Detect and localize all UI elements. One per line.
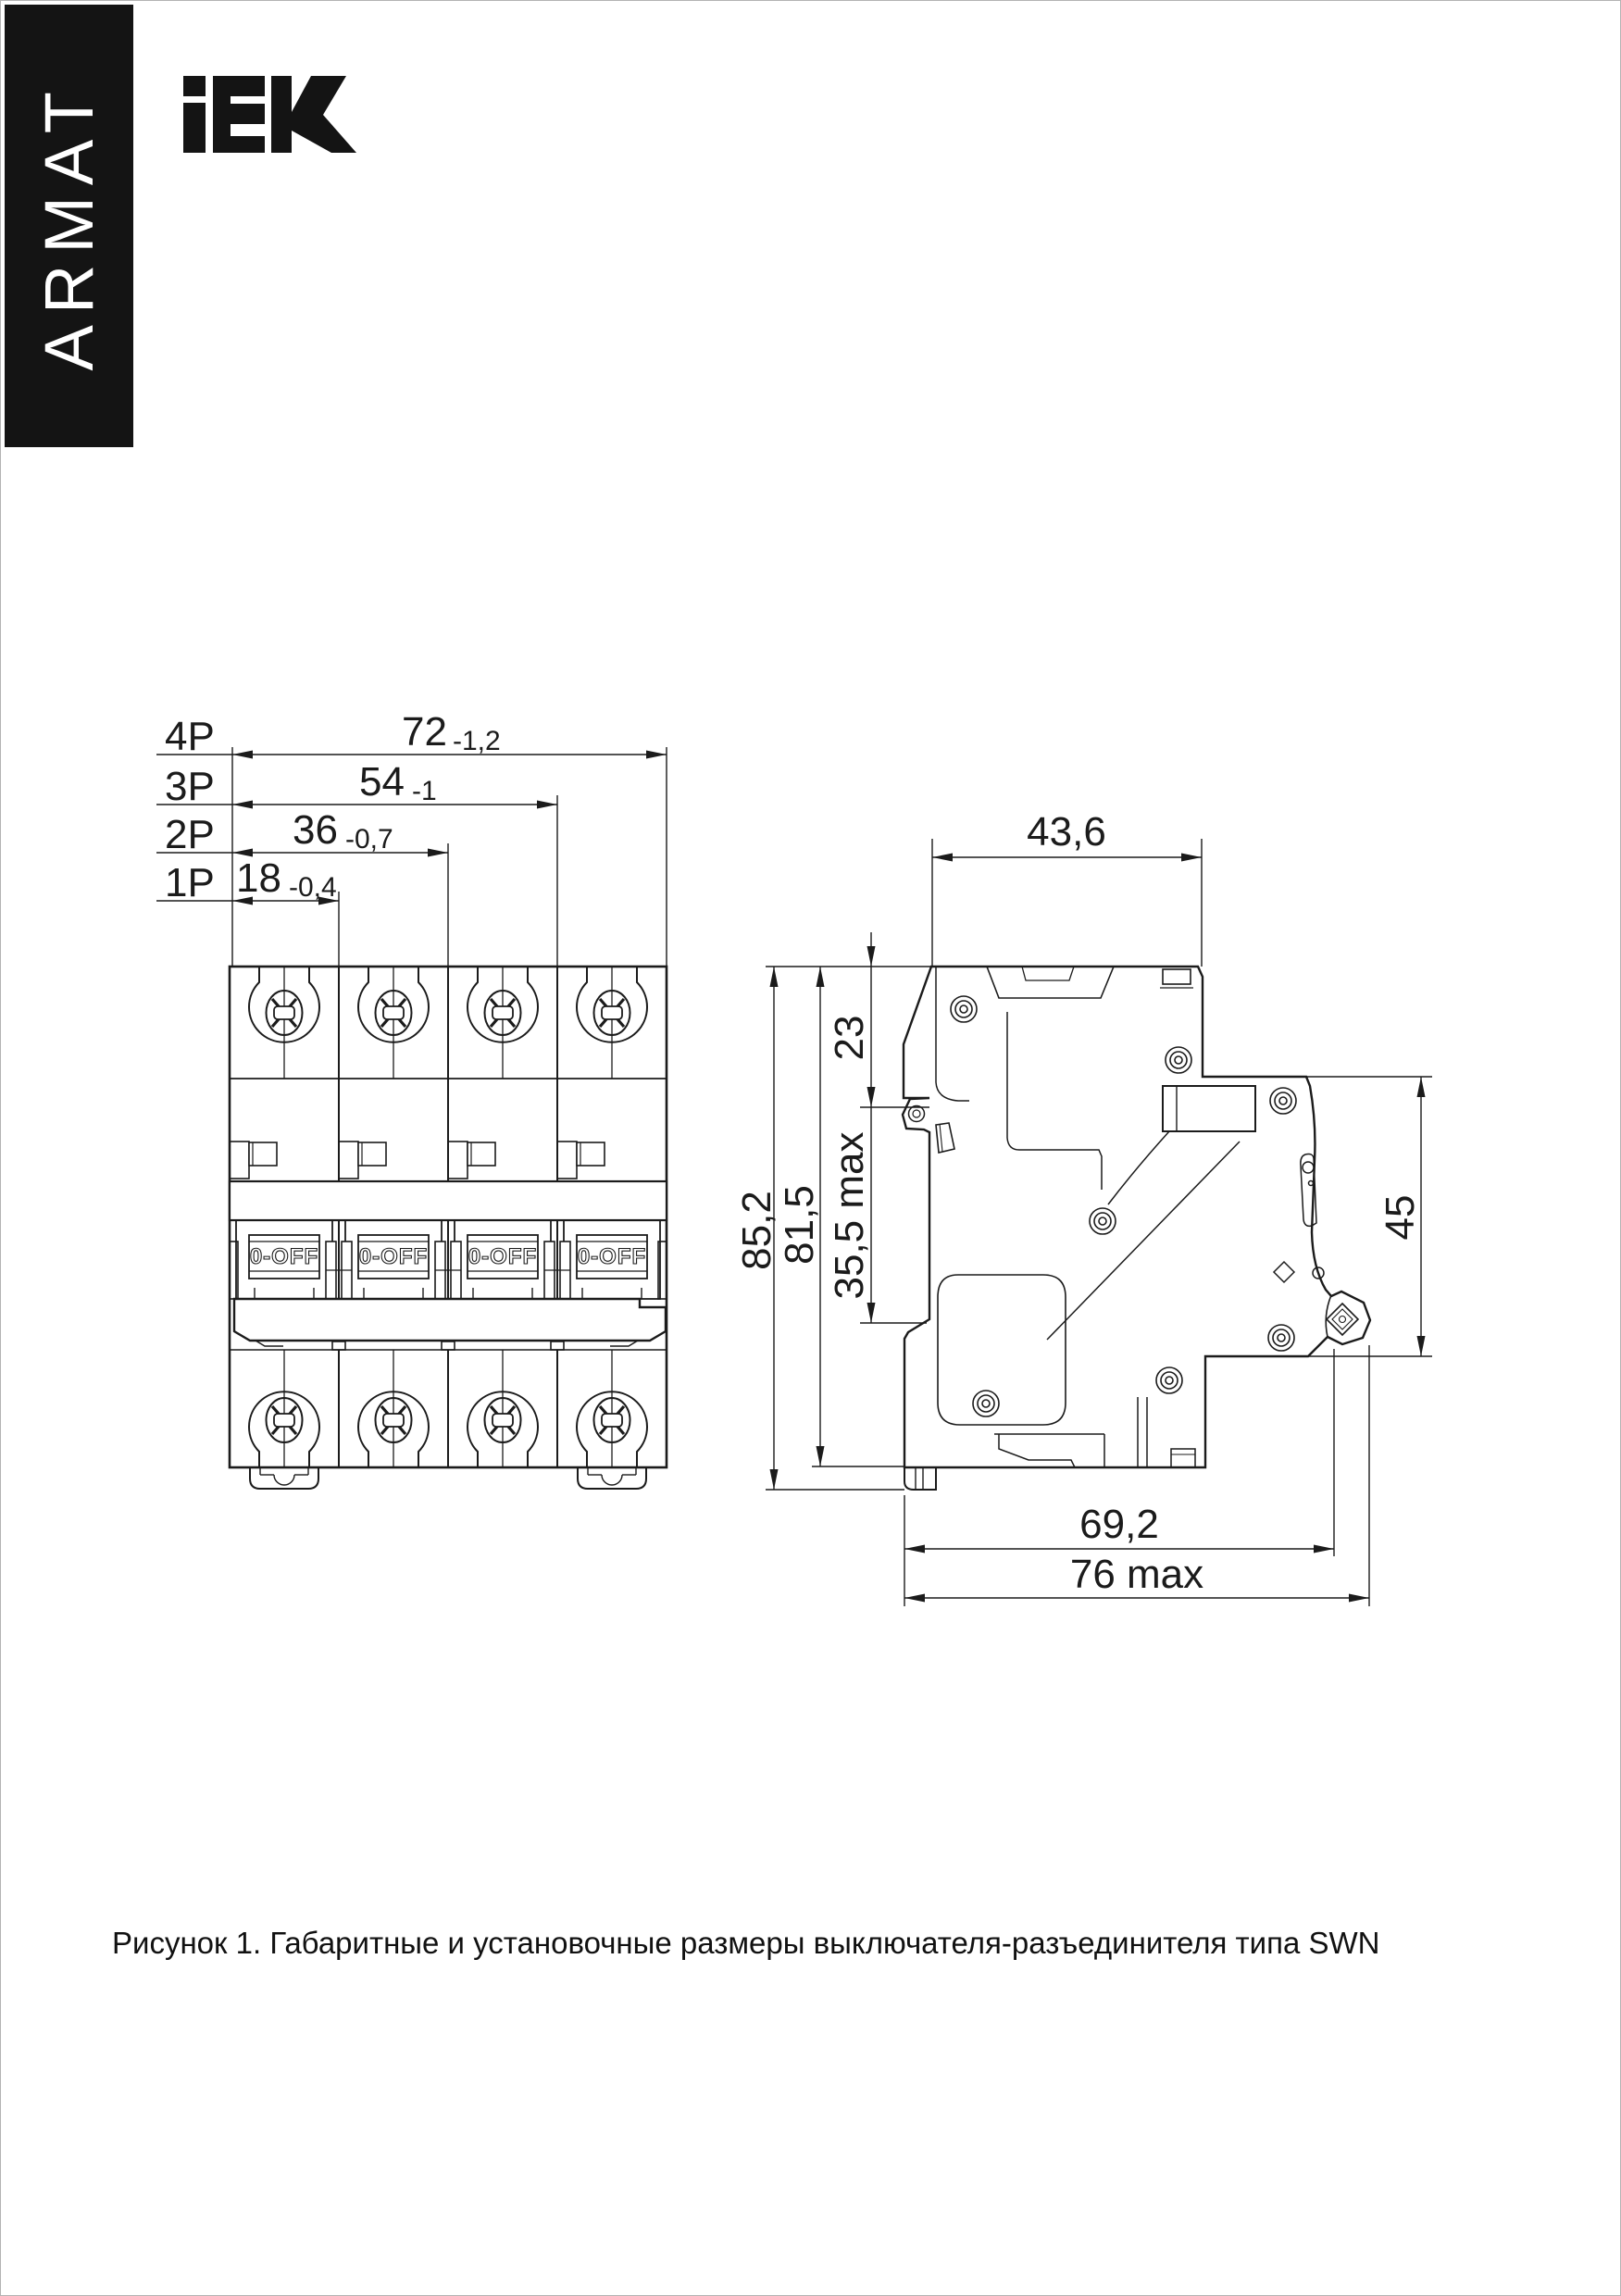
screw-slot: [274, 1414, 294, 1427]
side-dimension-texts: [734, 809, 1423, 1597]
pole-label: 3P: [165, 764, 215, 809]
pole-label: 1P: [165, 860, 215, 905]
dim-tolerance: -0,4: [289, 872, 337, 903]
toggle-lock-hole: [1327, 1304, 1358, 1335]
dim-tolerance: -0,7: [345, 824, 393, 855]
brand-banner-label: ARMAT: [31, 81, 107, 371]
screw-slot: [493, 1414, 513, 1427]
figure-caption: Рисунок 1. Габаритные и установочные размеры выключателя-разъединителя типа SWN: [112, 1926, 1380, 1960]
state-label: 0-OFF: [249, 1244, 319, 1269]
screw-slot: [383, 1414, 404, 1427]
din-clip-side: [904, 1467, 936, 1490]
side-view-drawing: [903, 967, 1370, 1490]
dim-body-height: 81,5: [777, 1185, 822, 1265]
dim-depth: 69,2: [1079, 1502, 1159, 1547]
screw-slot: [274, 1006, 294, 1019]
state-label: 0-OFF: [468, 1244, 538, 1269]
screw-slot: [383, 1006, 404, 1019]
dim-rail-span: 35,5 max: [827, 1131, 872, 1300]
dim-value: 36: [293, 807, 338, 853]
dim-tolerance: -1,2: [453, 726, 501, 756]
screw-slot: [493, 1006, 513, 1019]
screw-slot: [602, 1414, 622, 1427]
din-clip-front: [250, 1467, 318, 1489]
dim-value: 72: [402, 709, 447, 755]
internal-lines: [936, 967, 1240, 1467]
pole-label: 4P: [165, 714, 215, 759]
dim-rail-offset: 23: [827, 1015, 872, 1061]
dim-front-height: 45: [1378, 1194, 1423, 1241]
dim-tolerance: -1: [412, 776, 437, 806]
state-label: 0-OFF: [577, 1244, 647, 1269]
dim-depth-max: 76 max: [1069, 1552, 1204, 1597]
dim-value: 54: [359, 759, 405, 805]
toggle-details: [1274, 1154, 1358, 1338]
front-dimension-texts: [165, 709, 501, 905]
front-upper-band: [230, 1181, 667, 1220]
dim-value: 18: [236, 855, 281, 901]
screw-slot: [602, 1006, 622, 1019]
pole-label: 2P: [165, 812, 215, 857]
breaker-body-side: [903, 967, 1370, 1467]
din-clip-front: [578, 1467, 646, 1489]
front-view-drawing: [230, 967, 667, 1489]
toggle-bar: [234, 1299, 666, 1341]
state-label: 0-OFF: [358, 1244, 429, 1269]
dim-total-height: 85,2: [734, 1191, 779, 1270]
dim-top-width: 43,6: [1027, 809, 1106, 855]
rivets: [951, 996, 1296, 1416]
